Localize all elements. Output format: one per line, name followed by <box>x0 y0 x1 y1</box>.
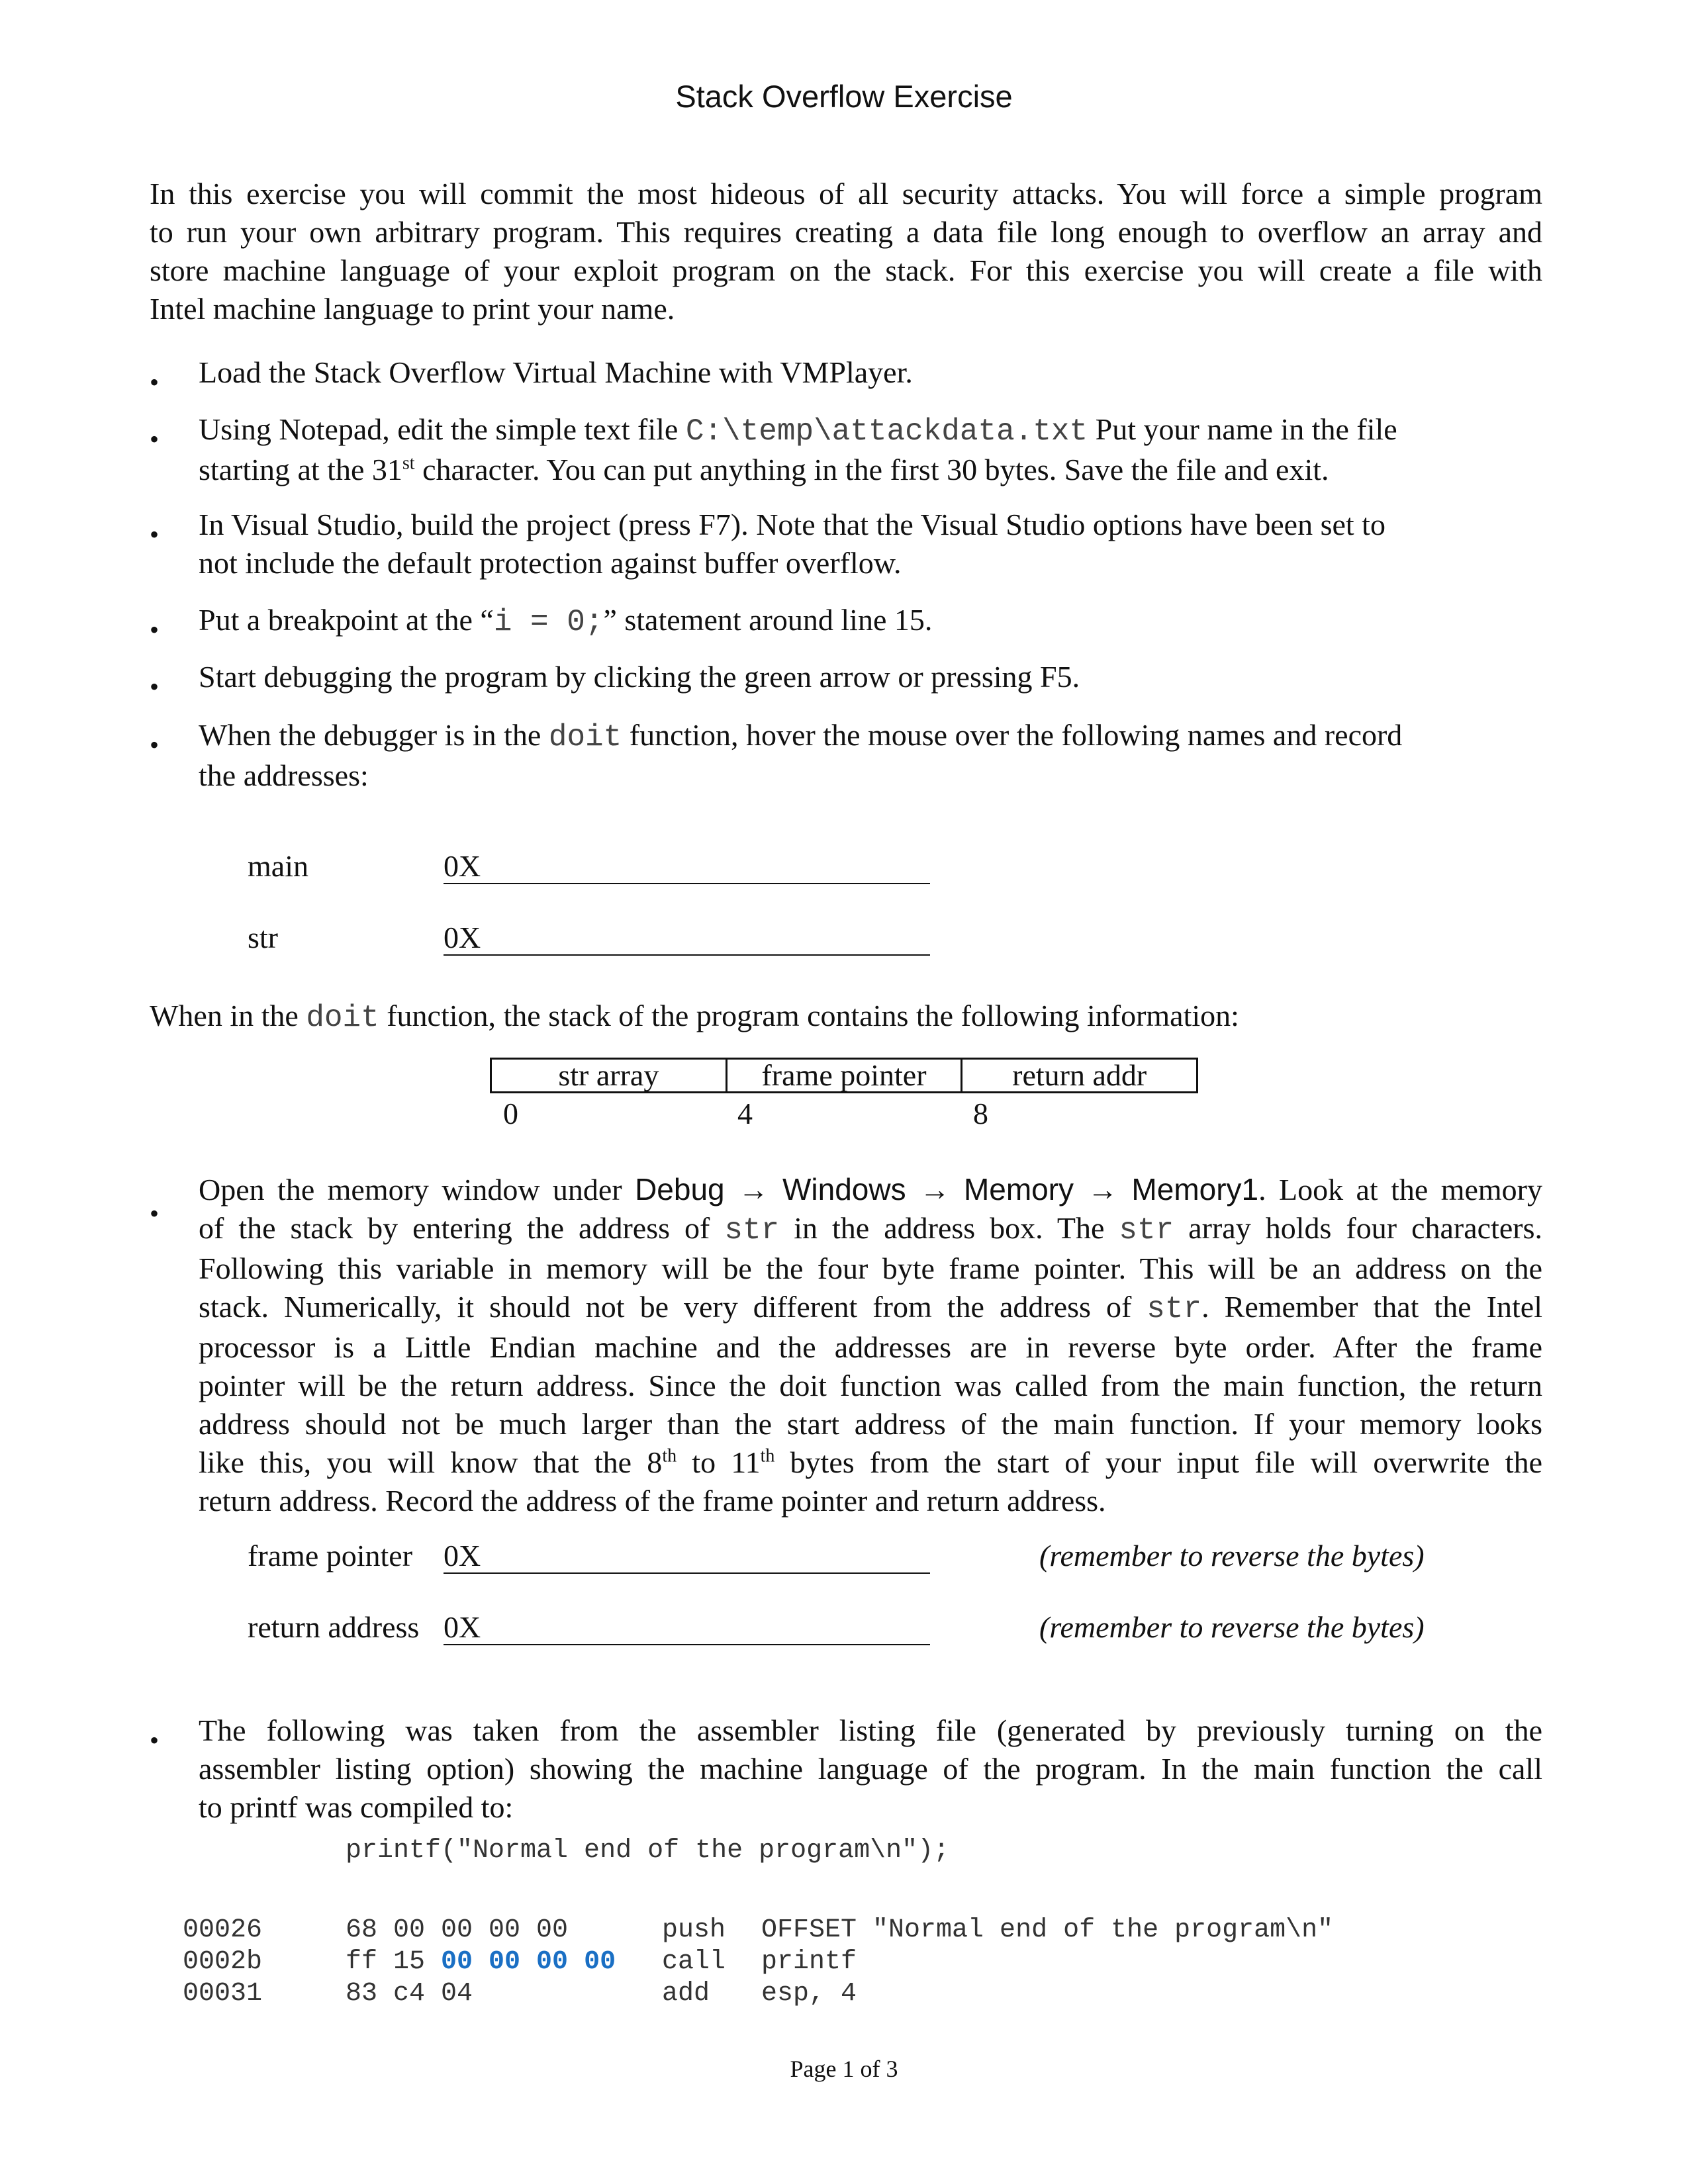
main-address-prefix: 0X <box>444 849 481 883</box>
reverse-bytes-note: (remember to reverse the bytes) <box>1039 1539 1425 1572</box>
listing-address: 00026 <box>183 1915 263 1945</box>
listing-operand: esp, 4 <box>761 1979 857 2009</box>
frame-pointer-blank[interactable] <box>444 1572 930 1574</box>
stack-cell-frame-pointer: frame pointer <box>727 1060 963 1091</box>
bullet-icon: • <box>150 1725 160 1755</box>
listing-bytes: 68 00 00 00 00 <box>346 1915 569 1945</box>
step-visual-studio: In Visual Studio, build the project (press F7). Note that the Visual Studio options have been set to not include the default protection against buffer overflow. <box>199 508 1385 580</box>
listing-operand: OFFSET "Normal end of the program\n" <box>761 1915 1334 1945</box>
str-address-blank[interactable] <box>444 954 930 956</box>
code-snippet: doit <box>306 1001 379 1035</box>
str-address-prefix: 0X <box>444 921 481 954</box>
bullet-icon: • <box>150 367 160 397</box>
step-notepad: Using Notepad, edit the simple text file C:\temp\attackdata.txt Put your name in the file starting at the 31st character. You can put anything in the first 30 bytes. Save the file and exit. <box>199 412 1397 486</box>
stack-table <box>490 1058 1198 1093</box>
bullet-icon: • <box>150 424 160 454</box>
intro-line: to run your own arbitrary program. This requires creating a data file long enough to overflow an array and <box>150 215 1542 249</box>
listing-address: 0002b <box>183 1947 263 1977</box>
printf-source-line: printf("Normal end of the program\n"); <box>346 1836 950 1866</box>
stack-offset: 4 <box>737 1097 753 1130</box>
main-address-blank[interactable] <box>444 883 930 884</box>
listing-bytes: ff 15 00 00 00 00 <box>346 1947 616 1977</box>
bullet-icon: • <box>150 520 160 549</box>
step-assembler-listing: The following was taken from the assembler listing file (generated by previously turning on the assembler listing option) showing the machine language of the program. In the main function the call to printf was compiled to: <box>199 1713 1542 1824</box>
code-snippet: i = 0; <box>493 605 604 639</box>
intro-paragraph <box>150 175 1542 328</box>
step-debug: Start debugging the program by clicking the green arrow or pressing F5. <box>199 660 1080 694</box>
intro-line: In this exercise you will commit the most hideous of all security attacks. You will force a simple program <box>150 177 1542 210</box>
listing-opcode: push <box>662 1915 726 1945</box>
listing-address: 00031 <box>183 1979 263 2009</box>
stack-offset: 0 <box>503 1097 518 1130</box>
str-label: str <box>248 921 278 954</box>
intro-line: Intel machine language to print your name. <box>150 292 675 326</box>
frame-pointer-prefix: 0X <box>444 1539 481 1572</box>
return-address-prefix: 0X <box>444 1610 481 1644</box>
listing-opcode: call <box>662 1947 726 1977</box>
listing-opcode: add <box>662 1979 710 2009</box>
step-breakpoint: Put a breakpoint at the “i = 0;” statement around line 15. <box>199 603 933 639</box>
bullet-icon: • <box>150 730 160 760</box>
file-path: C:\temp\attackdata.txt <box>685 414 1088 449</box>
bullet-icon: • <box>150 1199 160 1228</box>
reverse-bytes-note: (remember to reverse the bytes) <box>1039 1610 1425 1644</box>
frame-pointer-label: frame pointer <box>248 1539 413 1572</box>
bullet-icon: • <box>150 615 160 645</box>
step-load-vm: Load the Stack Overflow Virtual Machine with VMPlayer. <box>199 355 913 389</box>
page-title: Stack Overflow Exercise <box>675 79 1013 114</box>
listing-bytes: 83 c4 04 <box>346 1979 473 2009</box>
intro-line: store machine language of your exploit program on the stack. For this exercise you will create a file with <box>150 253 1542 287</box>
stack-intro: When in the doit function, the stack of the program contains the following information: <box>150 999 1239 1035</box>
step-hover: When the debugger is in the doit function, hover the mouse over the following names and record the addresses: <box>199 718 1403 792</box>
page-number: Page 1 of 3 <box>790 2056 898 2082</box>
stack-offset: 8 <box>973 1097 988 1130</box>
return-address-label: return address <box>248 1610 420 1644</box>
main-label: main <box>248 849 308 883</box>
step-memory-window: Open the memory window under Debug → Windows → Memory → Memory1. Look at the memory of the stack by entering the address of str in the address box. The str array holds four characters. Following this variable in memory will be the four byte frame pointer. This will be an address on the stack. Numerically, it should not be very different from the address of str. Remember that the Intel processor is a Little Endian machine and the addresses are in reverse byte order. After the frame pointer will be the return address. Since the doit function was called from the main function, the return address should not be much larger than the start address of the main function. If your memory looks like this, you will know that the 8th to 11th bytes from the start of your input file will overwrite the return address. Record the address of the frame pointer and return address. <box>199 1172 1542 1518</box>
return-address-blank[interactable] <box>444 1644 930 1645</box>
highlighted-bytes: 00 00 00 00 <box>441 1947 616 1977</box>
stack-cell-return-addr: return addr <box>1012 1058 1147 1092</box>
listing-operand: printf <box>761 1947 857 1977</box>
stack-cell-str-array: str array <box>492 1060 727 1091</box>
code-snippet: doit <box>548 720 622 754</box>
bullet-icon: • <box>150 672 160 702</box>
menu-path: Debug → Windows → Memory → Memory1 <box>635 1172 1259 1206</box>
